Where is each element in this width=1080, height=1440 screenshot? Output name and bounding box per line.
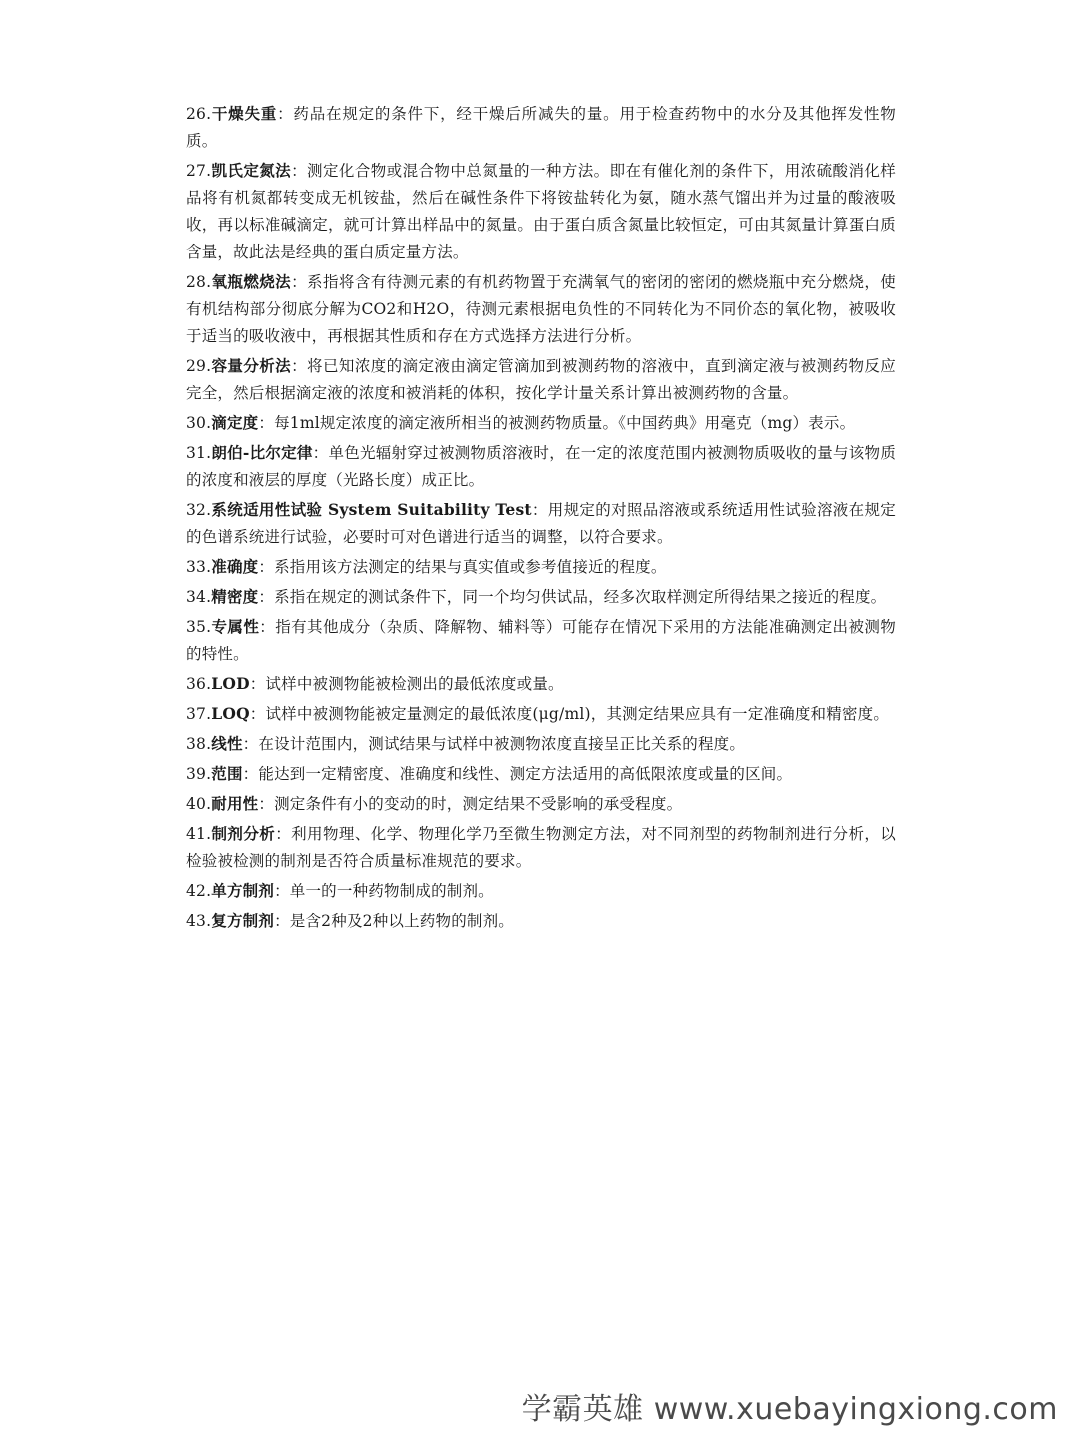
site-watermark: 学霸英雄 www.xuebayingxiong.com — [521, 1392, 1058, 1427]
definition-entry: 39.范围：能达到一定精密度、准确度和线性、测定方法适用的高低限浓度或量的区间。 — [186, 764, 793, 783]
term-title: 耐用性 — [211, 794, 259, 813]
term-definition: 单色光辐射穿过被测物质溶液时，在一定的浓度范围内被测物质吸收的量与该物质的浓度和液层的厚度（光路长度）成正比。 — [186, 444, 897, 489]
definition-entry: 28.氧瓶燃烧法：系指将含有待测元素的有机药物置于充满氧气的密闭的密闭的燃烧瓶中充分燃烧，使有机结构部分彻底分解为CO2和H2O，待测元素根据电负性的不同转化为不同价态的氧化物，被吸收于适当的吸收液中，再根据其性质和存在方式选择方法进行分析。 — [186, 272, 896, 345]
term-title: 容量分析法 — [211, 356, 292, 375]
term-definition: 每1ml规定浓度的滴定液所相当的被测药物质量。《中国药典》用毫克（mg）表示。 — [274, 414, 856, 432]
term-title: 干燥失重 — [211, 104, 278, 123]
definition-entry: 41.制剂分析：利用物理、化学、物理化学乃至微生物测定方法，对不同剂型的药物制剂进行分析，以检验被检测的制剂是否符合质量标准规范的要求。 — [186, 824, 896, 870]
term-definition: 将已知浓度的滴定液由滴定管滴加到被测药物的溶液中，直到滴定液与被测药物反应完全，然后根据滴定液的浓度和被消耗的体积，按化学计量关系计算出被测药物的含量。 — [186, 357, 896, 402]
term-definition: 测定条件有小的变动的时，测定结果不受影响的承受程度。 — [274, 795, 683, 813]
term-title: 系统适用性试验 System Suitability Test — [211, 500, 532, 519]
term-title: 氧瓶燃烧法 — [211, 272, 292, 291]
term-definition: 系指用该方法测定的结果与真实值或参考值接近的程度。 — [274, 558, 667, 576]
term-title: 单方制剂 — [211, 881, 275, 900]
term-definition: 能达到一定精密度、准确度和线性、测定方法适用的高低限浓度或量的区间。 — [258, 765, 793, 783]
definition-entry: 42.单方制剂：单一的一种药物制成的制剂。 — [186, 881, 494, 900]
definition-entry: 37.LOQ：试样中被测物能被定量测定的最低浓度(μg/ml)，其测定结果应具有一定准确度和精密度。 — [186, 704, 890, 723]
term-title: 专属性 — [211, 617, 260, 636]
definition-entry: 36.LOD：试样中被测物能被检测出的最低浓度或量。 — [186, 674, 564, 693]
document-body — [186, 100, 896, 937]
term-title: 朗伯-比尔定律 — [211, 443, 313, 462]
term-title: 制剂分析 — [211, 824, 276, 843]
term-title: 复方制剂 — [211, 911, 275, 930]
term-title: 线性 — [211, 734, 243, 753]
definition-entry: 26.干燥失重：药品在规定的条件下，经干燥后所减失的量。用于检查药物中的水分及其他挥发性物质。 — [186, 104, 897, 150]
term-definition: 指有其他成分（杂质、降解物、辅料等）可能存在情况下采用的方法能准确测定出被测物的特性。 — [186, 618, 896, 663]
term-definition: 系指在规定的测试条件下，同一个均匀供试品，经多次取样测定所得结果之接近的程度。 — [274, 588, 887, 606]
definition-entry: 40.耐用性：测定条件有小的变动的时，测定结果不受影响的承受程度。 — [186, 794, 683, 813]
definition-entry: 34.精密度：系指在规定的测试条件下，同一个均匀供试品，经多次取样测定所得结果之接近的程度。 — [186, 587, 887, 606]
term-title: 滴定度 — [211, 413, 259, 432]
definition-entry: 32.系统适用性试验 System Suitability Test：用规定的对照品溶液或系统适用性试验溶液在规定的色谱系统进行试验，必要时可对色谱进行适当的调整，以符合要求。 — [186, 500, 897, 546]
term-definition: 试样中被测物能被检测出的最低浓度或量。 — [265, 675, 564, 693]
term-title: LOQ — [211, 704, 250, 723]
term-title: LOD — [211, 674, 250, 693]
term-title: 范围 — [211, 764, 243, 783]
term-title: 凯氏定氮法 — [211, 161, 292, 180]
term-definition: 用规定的对照品溶液或系统适用性试验溶液在规定的色谱系统进行试验，必要时可对色谱进行适当的调整，以符合要求。 — [186, 501, 897, 546]
term-definition: 在设计范围内，测试结果与试样中被测物浓度直接呈正比关系的程度。 — [258, 735, 746, 753]
term-definition: 药品在规定的条件下，经干燥后所减失的量。用于检查药物中的水分及其他挥发性物质。 — [186, 105, 897, 150]
definition-entry: 43.复方制剂：是含2种及2种以上药物的制剂。 — [186, 911, 515, 930]
definition-entry: 30.滴定度：每1ml规定浓度的滴定液所相当的被测药物质量。《中国药典》用毫克（mg）表示。 — [186, 413, 856, 432]
definition-entry: 38.线性：在设计范围内，测试结果与试样中被测物浓度直接呈正比关系的程度。 — [186, 734, 746, 753]
term-title: 准确度 — [211, 557, 259, 576]
definition-entry: 31.朗伯-比尔定律：单色光辐射穿过被测物质溶液时，在一定的浓度范围内被测物质吸收的量与该物质的浓度和液层的厚度（光路长度）成正比。 — [186, 443, 897, 489]
definition-entry: 27.凯氏定氮法：测定化合物或混合物中总氮量的一种方法。即在有催化剂的条件下，用浓硫酸消化样品将有机氮都转变成无机铵盐，然后在碱性条件下将铵盐转化为氨，随水蒸气馏出并为过量的酸液吸收，再以标准碱滴定，就可计算出样品中的氮量。由于蛋白质含氮量比较恒定，可由其氮量计算蛋白质含量，故此法是经典的蛋白质定量方法。 — [186, 161, 896, 261]
term-definition: 测定化合物或混合物中总氮量的一种方法。即在有催化剂的条件下，用浓硫酸消化样品将有机氮都转变成无机铵盐，然后在碱性条件下将铵盐转化为氨，随水蒸气馏出并为过量的酸液吸收，再以标准碱滴定，就可计算出样品中的氮量。由于蛋白质含氮量比较恒定，可由其氮量计算蛋白质含量，故此法是经典的蛋白质定量方法。 — [186, 162, 896, 261]
term-definition: 利用物理、化学、物理化学乃至微生物测定方法，对不同剂型的药物制剂进行分析，以检验被检测的制剂是否符合质量标准规范的要求。 — [186, 825, 896, 870]
term-title: 精密度 — [211, 587, 259, 606]
term-definition: 单一的一种药物制成的制剂。 — [289, 882, 494, 900]
definition-entry: 35.专属性：指有其他成分（杂质、降解物、辅料等）可能存在情况下采用的方法能准确测定出被测物的特性。 — [186, 617, 896, 663]
term-definition: 系指将含有待测元素的有机药物置于充满氧气的密闭的密闭的燃烧瓶中充分燃烧，使有机结构部分彻底分解为CO2和H2O，待测元素根据电负性的不同转化为不同价态的氧化物，被吸收于适当的吸收液中，再根据其性质和存在方式选择方法进行分析。 — [186, 273, 896, 345]
definition-entry: 29.容量分析法：将已知浓度的滴定液由滴定管滴加到被测药物的溶液中，直到滴定液与被测药物反应完全，然后根据滴定液的浓度和被消耗的体积，按化学计量关系计算出被测药物的含量。 — [186, 356, 896, 402]
definition-entry: 33.准确度：系指用该方法测定的结果与真实值或参考值接近的程度。 — [186, 557, 667, 576]
term-definition: 试样中被测物能被定量测定的最低浓度(μg/ml)，其测定结果应具有一定准确度和精密度。 — [265, 705, 890, 723]
term-definition: 是含2种及2种以上药物的制剂。 — [289, 912, 515, 930]
